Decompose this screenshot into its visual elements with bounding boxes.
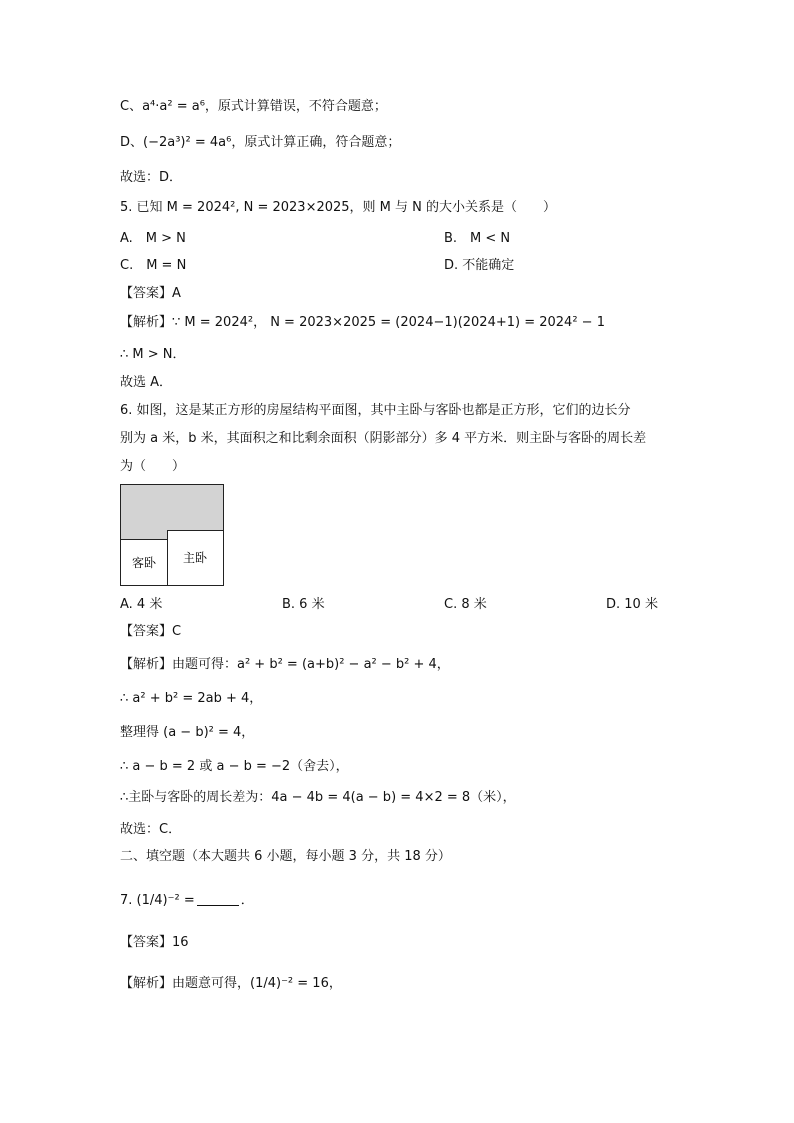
q5-analysis: 【解析】∵ M = 2024²， N = 2023×2025 = (2024−1)(2024+1) = 2024² − 1: [120, 315, 605, 330]
q7-stem: [120, 892, 254, 910]
q6-stem-line-3: 为（ ）: [120, 459, 186, 474]
q5-option-b: B. M < N: [444, 231, 511, 246]
q5-conclusion: ∴ M > N．: [120, 347, 186, 362]
q5-option-c: C. M = N: [120, 258, 187, 273]
q6-choose: 故选：C．: [120, 822, 182, 837]
guest-room-label: 客卧: [131, 556, 157, 570]
q6-step-3: ∴ a − b = 2 或 a − b = −2（舍去），: [120, 759, 349, 774]
q7-answer-blank: [197, 893, 239, 906]
q5-option-a: A. M > N: [120, 231, 186, 246]
q7-prefix: 7.: [120, 893, 137, 908]
q7-analysis: 【解析】由题意可得，(1/4)⁻² = 16，: [120, 976, 342, 991]
master-room-label: 主卧: [182, 551, 208, 565]
q6-option-c: C. 8 米: [444, 597, 487, 612]
q7-suffix: ．: [240, 893, 254, 908]
q6-option-b: B. 6 米: [282, 597, 325, 612]
q6-step-1: ∴ a² + b² = 2ab + 4，: [120, 691, 263, 706]
q6-step-2: 整理得 (a − b)² = 4，: [120, 725, 255, 740]
q6-step-4: ∴主卧与客卧的周长差为：4a − 4b = 4(a − b) = 4×2 = 8（米），: [120, 790, 516, 805]
section-2-heading: 二、填空题（本大题共 6 小题，每小题 3 分，共 18 分）: [120, 849, 451, 864]
floor-plan-figure: [120, 484, 224, 586]
q5-option-d: D. 不能确定: [444, 258, 515, 273]
q6-analysis: 【解析】由题可得：a² + b² = (a+b)² − a² − b² + 4，: [120, 657, 450, 672]
q7-answer: 【答案】16: [120, 935, 189, 950]
option-c-line: C、a⁴·a² = a⁶，原式计算错误，不符合题意；: [120, 99, 387, 114]
q5-choose: 故选 A．: [120, 375, 173, 390]
q6-stem-line-1: 6. 如图，这是某正方形的房屋结构平面图，其中主卧与客卧也都是正方形，它们的边长分: [120, 403, 631, 418]
q4-choose: 故选：D．: [120, 170, 183, 185]
option-d-line: D、(−2a³)² = 4a⁶，原式计算正确，符合题意；: [120, 135, 401, 150]
q6-stem-line-2: 别为 a 米，b 米，其面积之和比剩余面积（阴影部分）多 4 平方米．则主卧与客卧的周长差: [120, 431, 647, 446]
q6-answer: 【答案】C: [120, 624, 182, 639]
q6-option-d: D. 10 米: [606, 597, 658, 612]
q5-stem: 5. 已知 M = 2024², N = 2023×2025，则 M 与 N 的大小关系是（ ）: [120, 200, 557, 215]
q6-option-a: A. 4 米: [120, 597, 163, 612]
q5-answer: 【答案】A: [120, 286, 181, 301]
q7-expression: (1/4)⁻² =: [136, 893, 195, 908]
